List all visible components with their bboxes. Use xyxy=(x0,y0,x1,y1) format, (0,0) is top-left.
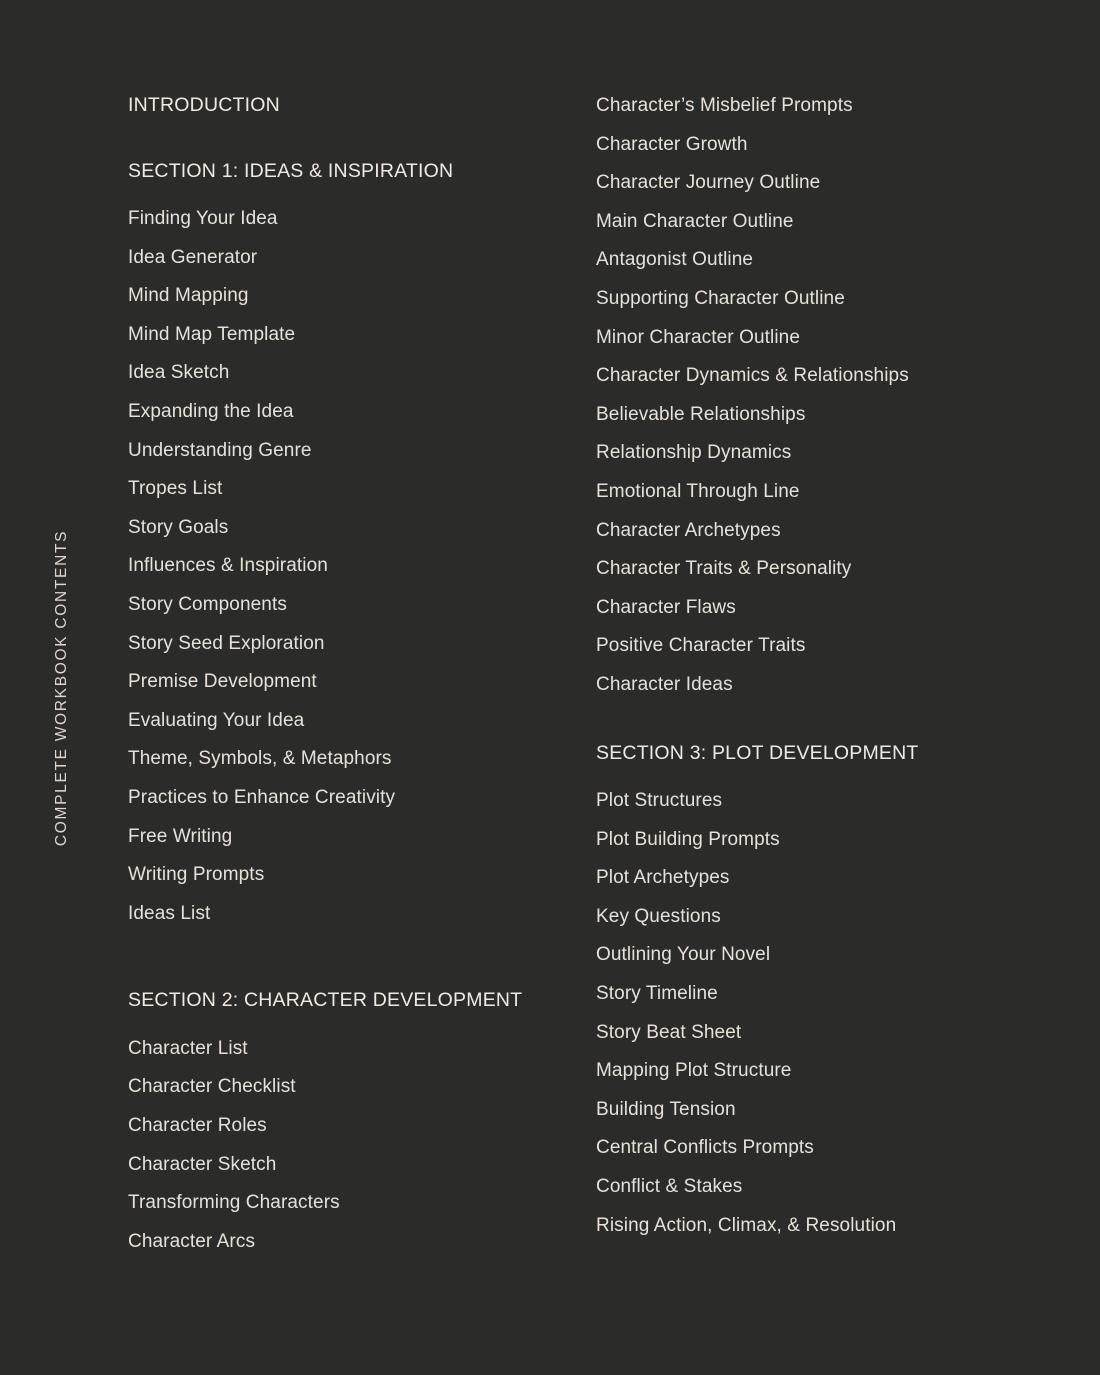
list-item: Premise Development xyxy=(128,671,317,693)
list-item: Mapping Plot Structure xyxy=(596,1060,792,1082)
list-item: Antagonist Outline xyxy=(596,249,754,271)
list-item: Plot Building Prompts xyxy=(596,828,780,850)
list-item: Tropes List xyxy=(128,478,223,500)
list-item: Story Beat Sheet xyxy=(596,1021,742,1043)
side-label: COMPLETE WORKBOOK CONTENTS xyxy=(53,529,70,847)
list-item: Outlining Your Novel xyxy=(596,944,771,966)
list-item: Central Conflicts Prompts xyxy=(596,1137,814,1159)
list-item: Character Flaws xyxy=(596,596,736,618)
list-item: Expanding the Idea xyxy=(128,400,294,422)
spacer xyxy=(128,135,596,162)
list-item: Idea Sketch xyxy=(128,362,230,384)
section-heading: SECTION 3: PLOT DEVELOPMENT xyxy=(596,741,919,764)
list-item: Character Ideas xyxy=(596,673,733,695)
side-label-container xyxy=(0,0,110,1375)
section-block-1 xyxy=(128,159,596,934)
list-item: Supporting Character Outline xyxy=(596,287,845,309)
list-item: Evaluating Your Idea xyxy=(128,709,305,731)
list-item: Key Questions xyxy=(596,905,721,927)
list-item: Plot Structures xyxy=(596,790,723,811)
list-item: Story Components xyxy=(128,593,287,615)
list-item: Character Traits & Personality xyxy=(596,558,852,580)
list-item: Positive Character Traits xyxy=(596,635,806,657)
list-item: Story Seed Exploration xyxy=(128,632,325,654)
section-block-2-continued xyxy=(596,87,1008,705)
list-item: Finding Your Idea xyxy=(128,208,278,229)
section-heading: SECTION 2: CHARACTER DEVELOPMENT xyxy=(128,989,523,1012)
list-item: Conflict & Stakes xyxy=(596,1175,743,1197)
list-item: Free Writing xyxy=(128,825,233,847)
list-item: Emotional Through Line xyxy=(596,480,800,502)
spacer xyxy=(596,705,1008,744)
list-item: Transforming Characters xyxy=(128,1192,340,1214)
list-item: Building Tension xyxy=(596,1098,736,1120)
section-block-3 xyxy=(596,741,1008,1246)
section-block-2 xyxy=(128,991,596,1261)
list-item: Character Growth xyxy=(596,133,748,155)
section-heading: SECTION 1: IDEAS & INSPIRATION xyxy=(128,159,454,182)
list-item: Plot Archetypes xyxy=(596,867,730,889)
contents-columns xyxy=(128,96,1008,1261)
list-item: Understanding Genre xyxy=(128,439,312,461)
list-item: Mind Mapping xyxy=(128,285,249,307)
list-item: Minor Character Outline xyxy=(596,326,800,348)
spacer xyxy=(128,933,596,991)
list-item: Relationship Dynamics xyxy=(596,442,792,464)
list-item: Influences & Inspiration xyxy=(128,555,328,577)
list-item: Character List xyxy=(128,1037,248,1059)
list-item: Character Roles xyxy=(128,1114,267,1136)
list-item: Rising Action, Climax, & Resolution xyxy=(596,1214,897,1236)
list-item: Idea Generator xyxy=(128,246,258,268)
list-item: Main Character Outline xyxy=(596,210,794,232)
list-item: Story Timeline xyxy=(596,982,718,1004)
list-item: Character Journey Outline xyxy=(596,172,821,194)
list-item: Character Archetypes xyxy=(596,519,781,541)
list-item: Mind Map Template xyxy=(128,323,296,345)
list-item: Character’s Misbelief Prompts xyxy=(596,95,853,116)
list-item: Ideas List xyxy=(128,902,211,924)
list-item: Character Checklist xyxy=(128,1076,296,1098)
section-heading-introduction: INTRODUCTION xyxy=(128,94,280,116)
list-item: Theme, Symbols, & Metaphors xyxy=(128,748,392,770)
list-item: Character Sketch xyxy=(128,1153,277,1175)
list-item: Practices to Enhance Creativity xyxy=(128,786,396,808)
list-item: Writing Prompts xyxy=(128,864,265,886)
list-item: Character Arcs xyxy=(128,1230,256,1252)
list-item: Character Dynamics & Relationships xyxy=(596,365,909,387)
list-item: Believable Relationships xyxy=(596,403,806,425)
list-item: Story Goals xyxy=(128,516,229,538)
contents-column-right xyxy=(596,87,1008,1261)
contents-column-left xyxy=(128,96,596,1261)
